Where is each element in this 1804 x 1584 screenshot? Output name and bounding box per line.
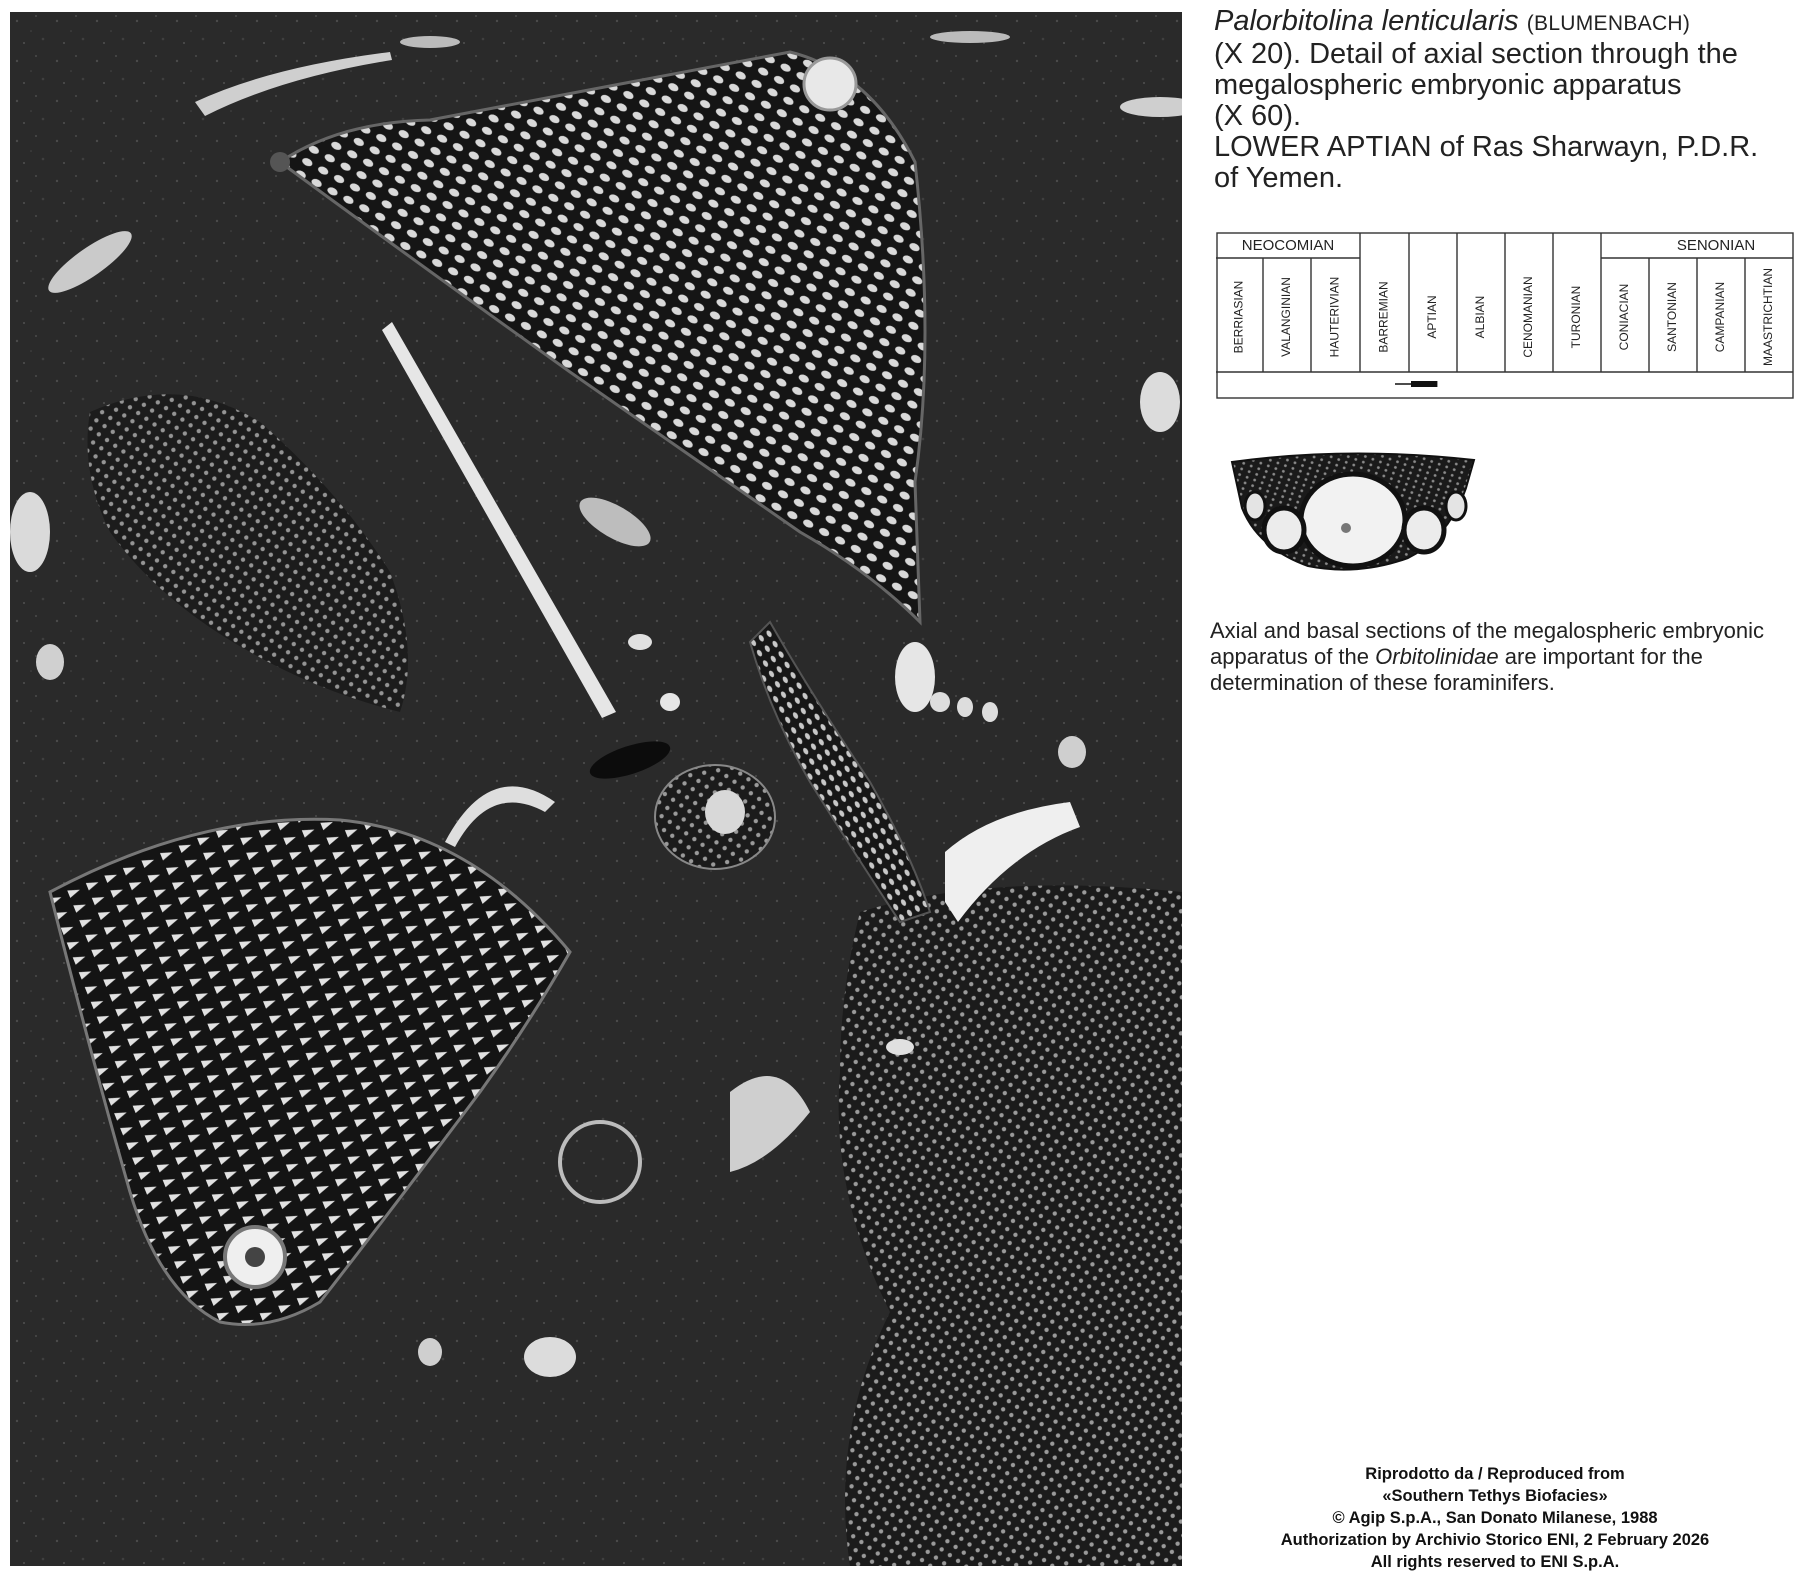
stage-label-santonian: SANTONIAN: [1665, 282, 1680, 352]
species-name: Palorbitolina lenticularis: [1214, 5, 1519, 37]
stage-label-coniacian: CONIACIAN: [1617, 283, 1632, 351]
caption-line-1: (X 20). Detail of axial section through the: [1214, 38, 1738, 70]
micrograph-svg: [10, 12, 1182, 1566]
small-round-fossil: [655, 765, 775, 869]
stage-label-turonian: TURONIAN: [1569, 285, 1584, 349]
species-author: (BLUMENBACH): [1526, 12, 1691, 35]
note-text-after: are important for the determination of these foraminifers.: [1210, 644, 1703, 695]
stratigraphic-chart-svg: [1216, 232, 1794, 400]
stage-label-campanian: CAMPANIAN: [1713, 281, 1728, 353]
stratigraphic-range-chart: [1216, 232, 1794, 400]
caption-line-3: (X 60).: [1214, 100, 1302, 132]
credit-line-4: Authorization by Archivio Storico ENI, 2 February 2026: [1280, 1531, 1710, 1549]
credit-line-5: All rights reserved to ENI S.p.A.: [1370, 1553, 1620, 1571]
credit-line-3: © Agip S.p.A., San Donato Milanese, 1988: [1332, 1509, 1658, 1527]
caption-line-5: of Yemen.: [1214, 162, 1343, 194]
range-bar: [1395, 381, 1437, 387]
embryo-svg: [1228, 448, 1478, 578]
thin-section-micrograph: [10, 12, 1182, 1566]
note-family-name: Orbitolinidae: [1375, 644, 1499, 669]
note-text-before: Axial and basal sections of the megalospheric embryonic apparatus of the: [1210, 618, 1764, 669]
stage-label-albian: ALBIAN: [1473, 295, 1488, 339]
embryonic-apparatus-figure: [1228, 448, 1478, 578]
stage-label-aptian: APTIAN: [1425, 295, 1440, 339]
explanatory-note: [1210, 618, 1790, 696]
credit-line-2: «Southern Tethys Biofacies»: [1382, 1487, 1608, 1505]
lower-right-fossil: [839, 885, 1182, 1566]
figure-caption: [1214, 6, 1794, 194]
reproduction-credit: [1260, 1463, 1730, 1573]
group-label-neocomian: NEOCOMIAN: [1241, 237, 1335, 254]
caption-line-4: LOWER APTIAN of Ras Sharwayn, P.D.R.: [1214, 131, 1759, 163]
range-bar-thick: [1411, 381, 1437, 387]
stage-label-hauterivian: HAUTERIVIAN: [1327, 276, 1342, 358]
credit-line-1: Riprodotto da / Reproduced from: [1365, 1465, 1625, 1483]
stage-label-maastrichtian: MAASTRICHTIAN: [1761, 267, 1776, 367]
group-label-senonian: SENONIAN: [1676, 237, 1756, 254]
caption-line-2: megalospheric embryonic apparatus: [1214, 69, 1682, 101]
stage-label-valanginian: VALANGINIAN: [1279, 277, 1294, 357]
stage-label-cenomanian: CENOMANIAN: [1521, 276, 1536, 358]
stage-label-berriasian: BERRIASIAN: [1231, 280, 1246, 354]
stage-label-barremian: BARREMIAN: [1376, 281, 1391, 353]
